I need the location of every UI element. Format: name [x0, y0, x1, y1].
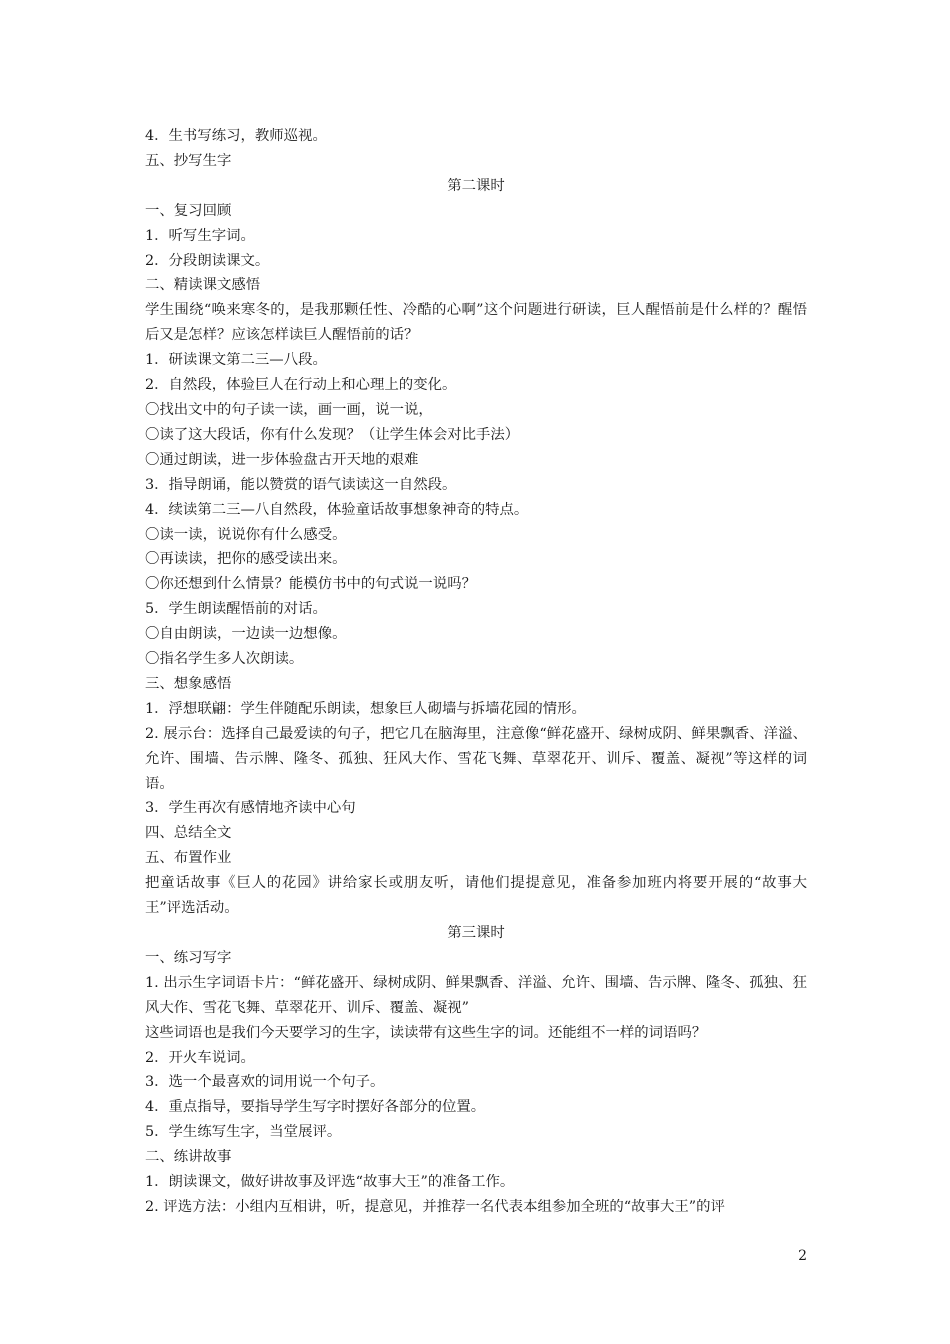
text-line: 1．朗读课文，做好讲故事及评选“故事大王”的准备工作。: [145, 1174, 515, 1191]
text-line: 1．浮想联翩：学生伴随配乐朗读，想象巨人砌墙与拆墙花园的情形。: [145, 700, 586, 717]
text-line: 这些词语也是我们今天要学习的生字，读读带有这些生字的词。还能组不一样的词语吗？: [145, 1024, 707, 1041]
section-heading: 一、复习回顾: [145, 202, 232, 219]
lesson-title: 第二课时: [447, 177, 505, 194]
bullet-line: 〇读了这大段话，你有什么发现？（让学生体会对比手法）: [145, 426, 520, 443]
text-line: 5．学生练写生字，当堂展评。: [145, 1124, 342, 1141]
text-line: 3．选一个最喜欢的词用说一个句子。: [145, 1074, 385, 1091]
text-line: 4．重点指导，要指导学生写字时摆好各部分的位置。: [145, 1099, 486, 1116]
bullet-line: 〇再读读，把你的感受读出来。: [145, 551, 347, 568]
page-number: 2: [798, 1248, 807, 1264]
section-heading: 四、总结全文: [145, 825, 232, 842]
section-heading: 二、精读课文感悟: [145, 277, 261, 294]
section-heading: 一、练习写字: [145, 949, 232, 966]
bullet-line: 〇你还想到什么情景？能模仿书中的句式说一说吗？: [145, 576, 476, 593]
bullet-line: 〇通过朗读，进一步体验盘古开天地的艰难: [145, 451, 419, 468]
text-line: 2. 评选方法：小组内互相讲，听，提意见，并推荐一名代表本组参加全班的“故事大王”的评: [145, 1198, 725, 1215]
text-line: 2．开火车说词。: [145, 1049, 255, 1066]
lesson-title: 第三课时: [447, 925, 505, 941]
bullet-line: 〇找出文中的句子读一读，画一画，说一说，: [145, 401, 433, 418]
section-heading: 三、想象感悟: [145, 675, 232, 692]
bullet-line: 〇指名学生多人次朗读。: [145, 651, 304, 668]
bullet-line: 〇读一读，说说你有什么感受。: [145, 526, 347, 543]
section-heading: 五、抄写生字: [145, 152, 232, 169]
text-line: 5．学生朗读醒悟前的对话。: [145, 601, 327, 618]
text-line: 3．学生再次有感情地齐读中心句: [145, 800, 356, 817]
text-line: 4．续读第二三—八自然段，体验童话故事想象神奇的特点。: [145, 501, 529, 518]
document-body: [145, 124, 807, 1220]
paragraph: 学生围绕“唤来寒冬的，是我那颗任性、冷酷的心啊”这个问题进行研读，巨人醒悟前是什么样的？醒悟后又是怎样？应该怎样读巨人醒悟前的话？: [145, 302, 807, 344]
bullet-line: 〇自由朗读，一边读一边想像。: [145, 626, 347, 643]
text-line: 1．听写生字词。: [145, 227, 255, 244]
text-line: 1．研读课文第二三—八段。: [145, 352, 327, 369]
text-line: 2．自然段，体验巨人在行动上和心理上的变化。: [145, 377, 457, 394]
section-heading: 五、布置作业: [145, 850, 232, 867]
text-line: 3．指导朗诵，能以赞赏的语气读读这一自然段。: [145, 476, 457, 493]
paragraph: 1. 出示生字词语卡片：“鲜花盛开、绿树成阴、鲜果飘香、洋溢、允许、围墙、告示牌、隆冬、孤独、狂风大作、雪花飞舞、草翠花开、训斥、覆盖、凝视”: [145, 974, 807, 1016]
text-line: 2．分段朗读课文。: [145, 252, 270, 269]
paragraph: 2. 展示台：选择自己最爱读的句子，把它几在脑海里，注意像“鲜花盛开、绿树成阴、鲜果飘香、洋溢、允许、围墙、告示牌、隆冬、孤独、狂风大作、雪花飞舞、草翠花开、训斥、覆盖、凝视”等这样的词语。: [145, 725, 807, 792]
text-line: 4．生书写练习，教师巡视。: [145, 128, 327, 144]
paragraph: 把童话故事《巨人的花园》讲给家长或朋友听，请他们提提意见，准备参加班内将要开展的“故事大王”评选活动。: [145, 875, 807, 917]
section-heading: 二、练讲故事: [145, 1149, 232, 1166]
